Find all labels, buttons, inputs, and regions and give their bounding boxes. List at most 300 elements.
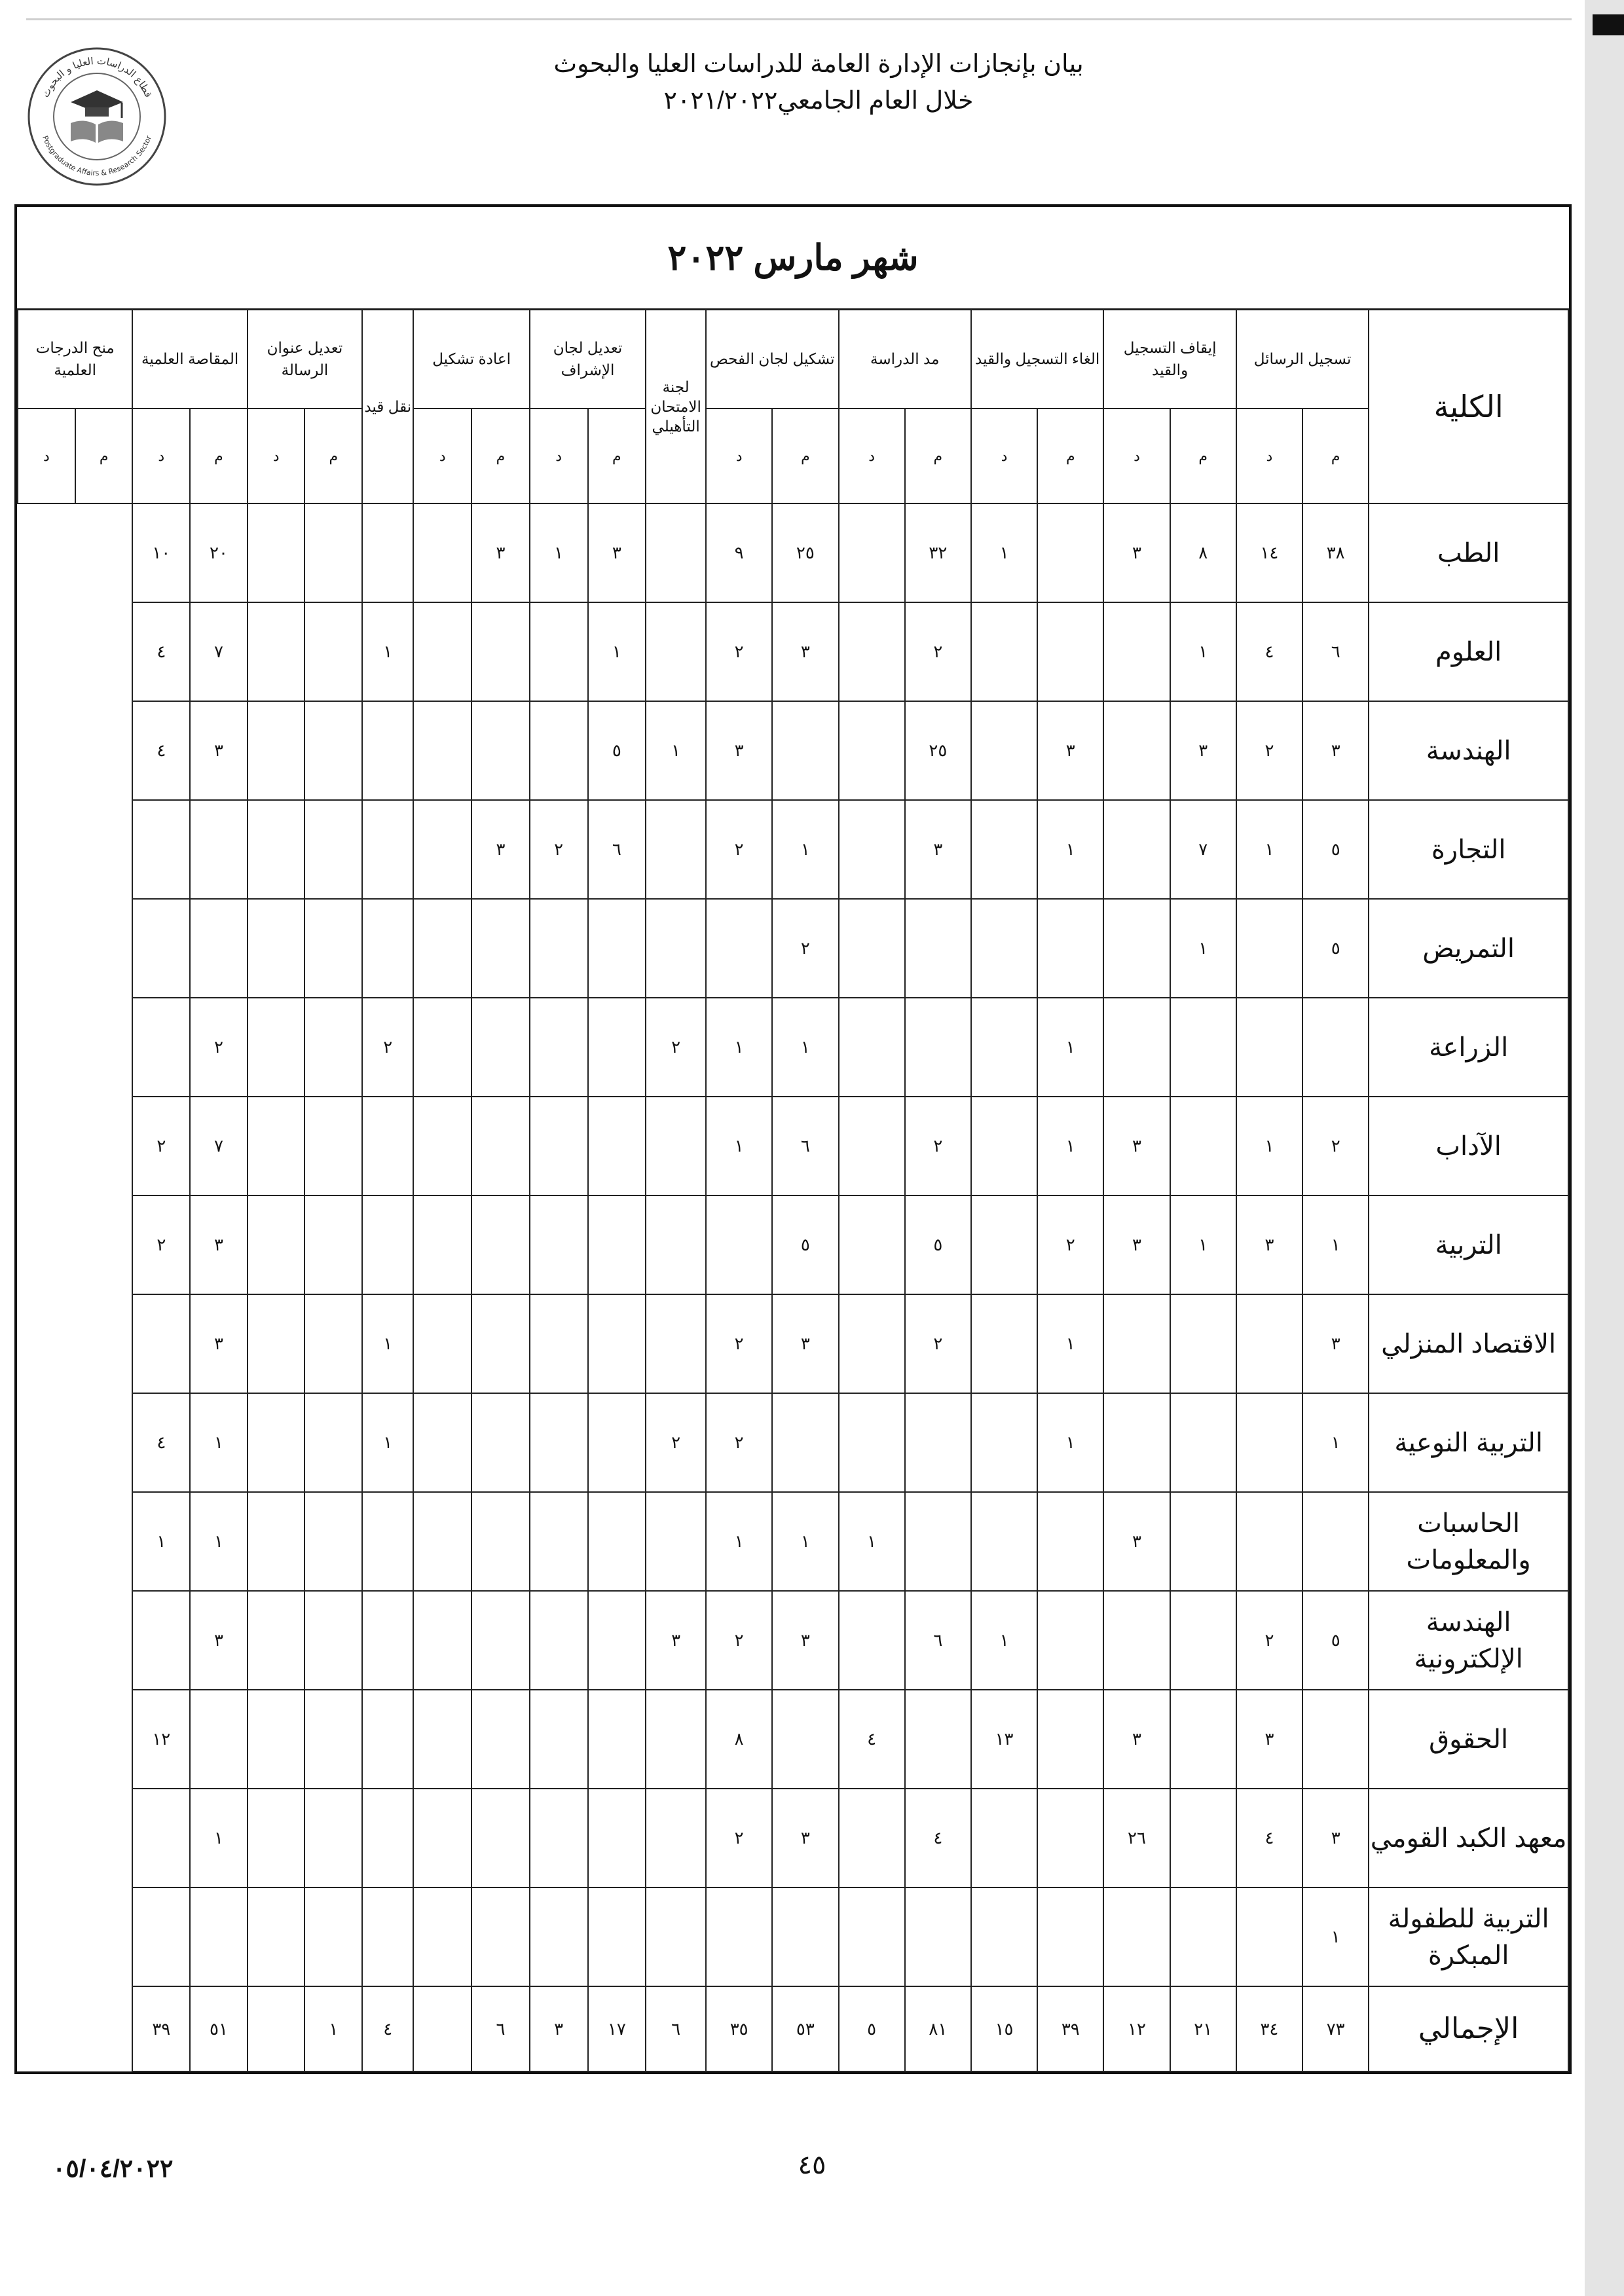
value-cell: ٣ xyxy=(530,1986,588,2071)
value-cell: ٤ xyxy=(1236,1789,1302,1887)
value-cell: ١ xyxy=(362,1294,413,1393)
subheader-d: د xyxy=(971,409,1037,503)
college-name: العلوم xyxy=(1369,602,1568,701)
value-cell: ١ xyxy=(1037,800,1103,899)
value-cell xyxy=(413,701,471,800)
scan-top-line xyxy=(26,18,1572,20)
value-cell: ١ xyxy=(1302,1887,1369,1986)
graduation-cap-icon xyxy=(71,90,123,118)
value-cell: ٢ xyxy=(1037,1195,1103,1294)
value-cell xyxy=(646,1294,706,1393)
value-cell xyxy=(248,998,305,1097)
value-cell xyxy=(248,899,305,998)
table-row xyxy=(18,1492,1568,1591)
value-cell: ٥ xyxy=(1302,800,1369,899)
college-name: الهندسة الإلكترونية xyxy=(1369,1591,1568,1690)
value-cell xyxy=(413,1492,471,1591)
value-cell xyxy=(304,1591,362,1690)
group-header: تعديل لجان الإشراف xyxy=(530,309,646,409)
college-name: الزراعة xyxy=(1369,998,1568,1097)
value-cell: ١ xyxy=(304,1986,362,2071)
value-cell xyxy=(362,899,413,998)
subheader-d: د xyxy=(1103,409,1170,503)
value-cell: ٣ xyxy=(190,1195,248,1294)
value-cell: ٣٢ xyxy=(905,503,971,602)
value-cell xyxy=(1236,998,1302,1097)
value-cell: ١٤ xyxy=(1236,503,1302,602)
value-cell xyxy=(413,1690,471,1789)
value-cell: ١ xyxy=(190,1393,248,1492)
stats-table-frame xyxy=(14,204,1572,2074)
value-cell: ٣ xyxy=(1302,701,1369,800)
value-cell xyxy=(839,1789,905,1887)
value-cell: ٣٨ xyxy=(1302,503,1369,602)
table-row xyxy=(18,1195,1568,1294)
subheader-m: م xyxy=(75,409,133,503)
value-cell xyxy=(971,899,1037,998)
value-cell: ٤ xyxy=(1236,602,1302,701)
value-cell: ٤ xyxy=(362,1986,413,2071)
value-cell xyxy=(905,1887,971,1986)
value-cell: ٢ xyxy=(190,998,248,1097)
value-cell xyxy=(971,1393,1037,1492)
value-cell: ١٢ xyxy=(132,1690,190,1789)
college-name: الهندسة xyxy=(1369,701,1568,800)
value-cell xyxy=(588,1097,646,1195)
college-name: الحقوق xyxy=(1369,1690,1568,1789)
value-cell xyxy=(905,1492,971,1591)
value-cell xyxy=(839,602,905,701)
value-cell xyxy=(1170,1393,1236,1492)
subheader-d: د xyxy=(839,409,905,503)
value-cell: ٢ xyxy=(530,800,588,899)
value-cell xyxy=(588,1887,646,1986)
value-cell xyxy=(646,1690,706,1789)
svg-text:قطاع الدراسات العليا و البحوث: قطاع الدراسات العليا و البحوث xyxy=(39,54,155,100)
value-cell: ٧ xyxy=(190,602,248,701)
value-cell xyxy=(471,1097,530,1195)
value-cell xyxy=(706,1887,772,1986)
value-cell: ٣ xyxy=(772,1789,838,1887)
subheader-d: د xyxy=(413,409,471,503)
value-cell xyxy=(1103,602,1170,701)
value-cell xyxy=(132,1887,190,1986)
value-cell: ٣ xyxy=(471,503,530,602)
value-cell xyxy=(588,1393,646,1492)
value-cell xyxy=(362,800,413,899)
total-row xyxy=(18,1986,1568,2071)
value-cell xyxy=(471,1492,530,1591)
value-cell xyxy=(132,899,190,998)
value-cell xyxy=(588,998,646,1097)
value-cell xyxy=(646,1887,706,1986)
college-name: التجارة xyxy=(1369,800,1568,899)
value-cell: ٣٥ xyxy=(706,1986,772,2071)
value-cell: ٣ xyxy=(190,1294,248,1393)
value-cell: ٢ xyxy=(132,1097,190,1195)
value-cell xyxy=(646,1492,706,1591)
value-cell: ٢ xyxy=(1236,701,1302,800)
value-cell: ٣ xyxy=(1236,1195,1302,1294)
scan-edge xyxy=(1585,0,1624,2296)
value-cell: ٦ xyxy=(646,1986,706,2071)
value-cell xyxy=(413,1887,471,1986)
value-cell xyxy=(1236,899,1302,998)
value-cell: ٤ xyxy=(905,1789,971,1887)
value-cell xyxy=(362,1591,413,1690)
value-cell xyxy=(1037,899,1103,998)
value-cell xyxy=(413,1097,471,1195)
value-cell: ٢ xyxy=(1236,1591,1302,1690)
value-cell xyxy=(530,1195,588,1294)
value-cell xyxy=(1170,1887,1236,1986)
header-row-groups xyxy=(18,309,1568,409)
value-cell xyxy=(1103,701,1170,800)
value-cell xyxy=(971,1492,1037,1591)
value-cell: ٣ xyxy=(646,1591,706,1690)
value-cell xyxy=(1170,1097,1236,1195)
value-cell xyxy=(471,998,530,1097)
value-cell: ١ xyxy=(772,1492,838,1591)
value-cell xyxy=(530,1789,588,1887)
value-cell xyxy=(248,1097,305,1195)
group-header: تشكيل لجان الفحص xyxy=(706,309,838,409)
value-cell: ٢ xyxy=(1302,1097,1369,1195)
value-cell xyxy=(1103,899,1170,998)
month-title: شهر مارس ٢٠٢٢ xyxy=(17,207,1569,310)
value-cell xyxy=(1037,1492,1103,1591)
value-cell: ١ xyxy=(1037,1097,1103,1195)
college-name: الاقتصاد المنزلي xyxy=(1369,1294,1568,1393)
value-cell xyxy=(772,701,838,800)
value-cell xyxy=(530,1887,588,1986)
value-cell: ١ xyxy=(588,602,646,701)
value-cell xyxy=(248,1393,305,1492)
value-cell xyxy=(471,1294,530,1393)
value-cell: ٣ xyxy=(706,701,772,800)
value-cell xyxy=(1103,1393,1170,1492)
value-cell xyxy=(413,800,471,899)
college-name: التربية للطفولة المبكرة xyxy=(1369,1887,1568,1986)
subheader-m: م xyxy=(1037,409,1103,503)
college-name: معهد الكبد القومي xyxy=(1369,1789,1568,1887)
group-header: نقل قيد xyxy=(362,309,413,503)
value-cell xyxy=(839,1195,905,1294)
value-cell xyxy=(1103,998,1170,1097)
table-row xyxy=(18,1690,1568,1789)
header-line-1: بيان بإنجازات الإدارة العامة للدراسات العليا والبحوث xyxy=(553,50,1084,78)
value-cell xyxy=(248,1690,305,1789)
value-cell xyxy=(304,1690,362,1789)
value-cell xyxy=(471,602,530,701)
value-cell xyxy=(971,1195,1037,1294)
value-cell: ٣ xyxy=(1103,1195,1170,1294)
table-row xyxy=(18,998,1568,1097)
document-header xyxy=(327,46,1310,119)
value-cell xyxy=(588,1195,646,1294)
subheader-d: د xyxy=(248,409,305,503)
value-cell xyxy=(471,1393,530,1492)
value-cell: ٣ xyxy=(1037,701,1103,800)
college-name: الطب xyxy=(1369,503,1568,602)
value-cell xyxy=(471,899,530,998)
value-cell xyxy=(304,1789,362,1887)
value-cell: ٨١ xyxy=(905,1986,971,2071)
value-cell: ٢ xyxy=(646,1393,706,1492)
group-header: مد الدراسة xyxy=(839,309,971,409)
value-cell xyxy=(413,602,471,701)
value-cell: ١ xyxy=(362,1393,413,1492)
value-cell: ١ xyxy=(1302,1195,1369,1294)
table-row xyxy=(18,1393,1568,1492)
table-row xyxy=(18,1591,1568,1690)
value-cell xyxy=(905,1393,971,1492)
group-header: منح الدرجات العلمية xyxy=(18,309,132,409)
value-cell: ١ xyxy=(1037,1294,1103,1393)
table-row xyxy=(18,800,1568,899)
group-header: تسجيل الرسائل xyxy=(1236,309,1369,409)
value-cell: ٦ xyxy=(905,1591,971,1690)
value-cell xyxy=(1170,998,1236,1097)
value-cell xyxy=(248,701,305,800)
value-cell xyxy=(530,1393,588,1492)
value-cell xyxy=(1236,1492,1302,1591)
value-cell xyxy=(772,1887,838,1986)
value-cell: ٥١ xyxy=(190,1986,248,2071)
value-cell xyxy=(839,800,905,899)
subheader-d: د xyxy=(530,409,588,503)
value-cell xyxy=(132,1789,190,1887)
value-cell xyxy=(248,1789,305,1887)
value-cell xyxy=(362,1195,413,1294)
value-cell xyxy=(530,899,588,998)
stats-table xyxy=(17,308,1569,2072)
value-cell xyxy=(248,602,305,701)
value-cell xyxy=(1170,1591,1236,1690)
value-cell: ١ xyxy=(1037,1393,1103,1492)
value-cell: ٢ xyxy=(905,602,971,701)
value-cell: ١ xyxy=(646,701,706,800)
value-cell: ٤ xyxy=(132,602,190,701)
value-cell xyxy=(588,1294,646,1393)
value-cell xyxy=(413,1393,471,1492)
value-cell: ١ xyxy=(772,998,838,1097)
table-row xyxy=(18,503,1568,602)
value-cell xyxy=(1170,1492,1236,1591)
value-cell: ٢١ xyxy=(1170,1986,1236,2071)
value-cell: ١ xyxy=(1170,1195,1236,1294)
value-cell: ١ xyxy=(362,602,413,701)
value-cell: ٣ xyxy=(905,800,971,899)
value-cell: ١ xyxy=(772,800,838,899)
value-cell: ١٣ xyxy=(971,1690,1037,1789)
value-cell xyxy=(530,1690,588,1789)
value-cell xyxy=(1103,1294,1170,1393)
value-cell: ٣ xyxy=(471,800,530,899)
value-cell: ٣ xyxy=(772,1294,838,1393)
value-cell: ١ xyxy=(706,1097,772,1195)
table-row xyxy=(18,701,1568,800)
value-cell xyxy=(1103,1887,1170,1986)
value-cell: ٦ xyxy=(1302,602,1369,701)
value-cell xyxy=(471,1887,530,1986)
value-cell: ٣ xyxy=(1302,1789,1369,1887)
value-cell: ١ xyxy=(706,1492,772,1591)
value-cell xyxy=(413,1294,471,1393)
value-cell: ٢ xyxy=(905,1294,971,1393)
value-cell: ٨ xyxy=(1170,503,1236,602)
value-cell xyxy=(839,998,905,1097)
value-cell xyxy=(248,1986,305,2071)
value-cell xyxy=(362,1690,413,1789)
value-cell xyxy=(248,1195,305,1294)
value-cell xyxy=(304,1492,362,1591)
sector-logo xyxy=(25,45,169,189)
value-cell xyxy=(304,1393,362,1492)
value-cell: ١ xyxy=(1037,998,1103,1097)
value-cell xyxy=(248,1492,305,1591)
college-name: التمريض xyxy=(1369,899,1568,998)
value-cell xyxy=(646,899,706,998)
value-cell xyxy=(1103,1591,1170,1690)
value-cell xyxy=(304,800,362,899)
value-cell xyxy=(646,1195,706,1294)
value-cell xyxy=(839,899,905,998)
value-cell xyxy=(471,1789,530,1887)
subheader-m: م xyxy=(1302,409,1369,503)
value-cell: ١ xyxy=(190,1492,248,1591)
value-cell: ٦ xyxy=(471,1986,530,2071)
value-cell xyxy=(1037,602,1103,701)
value-cell: ٢ xyxy=(706,1789,772,1887)
value-cell xyxy=(905,998,971,1097)
value-cell: ٥٣ xyxy=(772,1986,838,2071)
college-name: الحاسبات والمعلومات xyxy=(1369,1492,1568,1591)
value-cell xyxy=(772,1393,838,1492)
header-row-subcolumns xyxy=(18,409,1568,503)
value-cell xyxy=(362,1789,413,1887)
value-cell: ٥ xyxy=(772,1195,838,1294)
value-cell xyxy=(646,503,706,602)
value-cell xyxy=(304,1294,362,1393)
value-cell xyxy=(471,1690,530,1789)
value-cell xyxy=(839,1097,905,1195)
subheader-m: م xyxy=(905,409,971,503)
value-cell xyxy=(839,1591,905,1690)
value-cell: ٣ xyxy=(1170,701,1236,800)
college-name: الآداب xyxy=(1369,1097,1568,1195)
value-cell: ١ xyxy=(1236,1097,1302,1195)
book-icon xyxy=(71,120,123,143)
college-name: التربية النوعية xyxy=(1369,1393,1568,1492)
value-cell: ١ xyxy=(1170,899,1236,998)
value-cell: ٧ xyxy=(1170,800,1236,899)
value-cell: ٢ xyxy=(706,1294,772,1393)
value-cell xyxy=(971,1789,1037,1887)
value-cell: ٣ xyxy=(1103,1492,1170,1591)
value-cell xyxy=(971,1887,1037,1986)
value-cell xyxy=(530,701,588,800)
subheader-d: د xyxy=(132,409,190,503)
value-cell xyxy=(304,602,362,701)
subheader-m: م xyxy=(588,409,646,503)
value-cell: ٢٠ xyxy=(190,503,248,602)
value-cell xyxy=(248,1294,305,1393)
page-number: ٤٥ xyxy=(798,2151,826,2179)
value-cell xyxy=(132,800,190,899)
subheader-m: م xyxy=(772,409,838,503)
value-cell: ١ xyxy=(706,998,772,1097)
value-cell: ٣٩ xyxy=(1037,1986,1103,2071)
value-cell: ١ xyxy=(971,1591,1037,1690)
value-cell: ٣٤ xyxy=(1236,1986,1302,2071)
value-cell xyxy=(132,1591,190,1690)
subheader-d: د xyxy=(18,409,75,503)
value-cell xyxy=(362,1887,413,1986)
value-cell: ٥ xyxy=(839,1986,905,2071)
value-cell: ٣ xyxy=(772,1591,838,1690)
value-cell: ٢ xyxy=(772,899,838,998)
value-cell: ٣ xyxy=(1103,1097,1170,1195)
value-cell: ٢ xyxy=(706,1591,772,1690)
value-cell xyxy=(1103,800,1170,899)
value-cell xyxy=(1236,1393,1302,1492)
value-cell: ٢ xyxy=(905,1097,971,1195)
value-cell xyxy=(1170,1789,1236,1887)
value-cell: ٤ xyxy=(839,1690,905,1789)
table-row xyxy=(18,602,1568,701)
college-header: الكلية xyxy=(1369,309,1568,503)
value-cell xyxy=(471,701,530,800)
value-cell: ١ xyxy=(1236,800,1302,899)
group-header: إيقاف التسجيل والقيد xyxy=(1103,309,1236,409)
value-cell: ٣ xyxy=(772,602,838,701)
value-cell xyxy=(248,1591,305,1690)
value-cell xyxy=(413,998,471,1097)
value-cell: ٣ xyxy=(1236,1690,1302,1789)
subheader-m: م xyxy=(1170,409,1236,503)
value-cell xyxy=(646,602,706,701)
value-cell: ٢ xyxy=(646,998,706,1097)
value-cell xyxy=(588,1492,646,1591)
value-cell xyxy=(905,1690,971,1789)
value-cell xyxy=(839,1887,905,1986)
value-cell xyxy=(588,1591,646,1690)
value-cell xyxy=(971,602,1037,701)
value-cell: ٥ xyxy=(905,1195,971,1294)
value-cell xyxy=(905,899,971,998)
value-cell: ٢ xyxy=(132,1195,190,1294)
value-cell xyxy=(772,1690,838,1789)
subheader-m: م xyxy=(471,409,530,503)
value-cell xyxy=(1170,1690,1236,1789)
value-cell xyxy=(304,1887,362,1986)
value-cell: ١٥ xyxy=(971,1986,1037,2071)
svg-text:Postgraduate Affairs & Researc: Postgraduate Affairs & Research Sector xyxy=(41,134,153,178)
value-cell xyxy=(1302,1690,1369,1789)
group-header: لجنة الامتحان التأهيلي xyxy=(646,309,706,503)
value-cell: ٢ xyxy=(706,602,772,701)
value-cell: ١٧ xyxy=(588,1986,646,2071)
value-cell: ٤ xyxy=(132,1393,190,1492)
value-cell xyxy=(304,503,362,602)
value-cell xyxy=(530,1294,588,1393)
college-name: التربية xyxy=(1369,1195,1568,1294)
value-cell xyxy=(971,1294,1037,1393)
value-cell xyxy=(839,1294,905,1393)
value-cell xyxy=(1037,1789,1103,1887)
value-cell xyxy=(646,1097,706,1195)
